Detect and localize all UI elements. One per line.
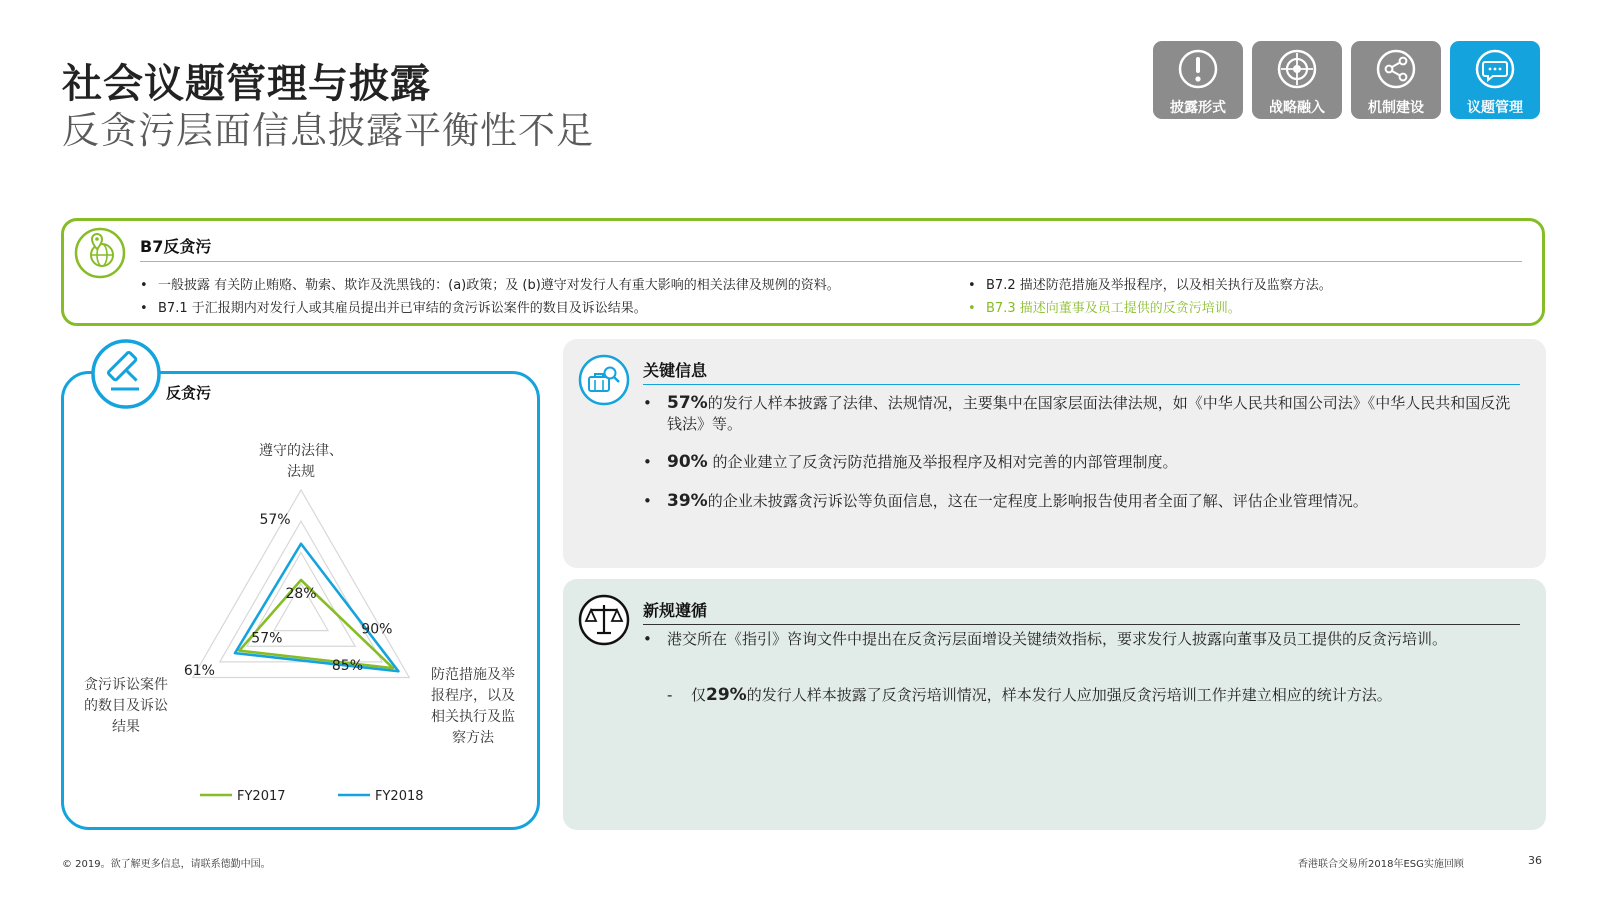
- highlight-figure: 39%: [667, 491, 708, 511]
- b7-item-text: 描述防范措施及举报程序，以及相关执行及监察方法。: [1015, 278, 1332, 293]
- key-info-bullet: • 90% 的企业建立了反贪污防范措施及举报程序及相对完善的内部管理制度。: [643, 452, 1178, 472]
- tab-mechanism[interactable]: [1351, 41, 1441, 119]
- axis-label: 相关执行及监: [431, 709, 515, 725]
- bullet-text: 港交所在《指引》咨询文件中提出在反贪污层面增设关键绩效指标，要求发行人披露向董事及员工提供的反贪污培训。: [667, 630, 1448, 648]
- b7-item-b7-3: • B7.3 描述向董事及员工提供的反贪污培训。: [968, 301, 1241, 316]
- divider: [643, 624, 1520, 625]
- b7-item-label: B7.2: [986, 278, 1016, 293]
- axis-label: 结果: [112, 719, 140, 735]
- page-title: 社会议题管理与披露: [62, 61, 431, 107]
- regulation-bullet: • 港交所在《指引》咨询文件中提出在反贪污层面增设关键绩效指标，要求发行人披露向董事及员工提供的反贪污培训。: [643, 630, 1448, 648]
- gavel-icon: [89, 337, 163, 411]
- scale-icon: [577, 593, 631, 647]
- highlight-figure: 57%: [667, 393, 708, 413]
- b7-item-general: • 一般披露 有关防止贿赂、勒索、欺诈及洗黑钱的：(a)政策；及 (b)遵守对发行人有重大影响的相关法律及规例的资料。: [140, 278, 840, 293]
- footer-report-name: 香港联合交易所2018年ESG实施回顾: [1298, 859, 1464, 870]
- b7-item-text: 描述向董事及员工提供的反贪污培训。: [1015, 301, 1241, 316]
- bullet-text: 的企业未披露贪污诉讼等负面信息，这在一定程度上影响报告使用者全面了解、评估企业管理情况。: [707, 492, 1368, 510]
- chart-title: 反贪污: [166, 384, 212, 402]
- target-icon: [1275, 47, 1319, 91]
- data-label: 61%: [183, 663, 215, 680]
- tab-label: 战略融入: [1269, 100, 1325, 116]
- chart-panel: [61, 371, 540, 830]
- data-label: 90%: [361, 621, 393, 638]
- page-subtitle: 反贪污层面信息披露平衡性不足: [62, 109, 594, 152]
- key-info-panel: [563, 339, 1546, 568]
- exclamation-icon: [1176, 47, 1220, 91]
- tab-strategy[interactable]: [1252, 41, 1342, 119]
- tab-issue-management[interactable]: [1450, 41, 1540, 119]
- page-number: 36: [1528, 854, 1542, 867]
- data-label: 28%: [285, 586, 317, 602]
- briefcase-search-icon: [577, 353, 631, 407]
- data-label: 57%: [251, 630, 283, 647]
- tab-disclosure-form[interactable]: [1153, 41, 1243, 119]
- data-label: 57%: [259, 511, 291, 528]
- legend-label: FY2017: [237, 789, 286, 804]
- axis-label: 察方法: [452, 730, 494, 746]
- axis-label: 报程序，以及: [431, 688, 515, 704]
- axis-label: 防范措施及举: [431, 667, 515, 683]
- key-info-bullet: • 39%的企业未披露贪污诉讼等负面信息，这在一定程度上影响报告使用者全面了解、评估企业管理情况。: [643, 491, 1368, 511]
- tab-label: 议题管理: [1467, 100, 1523, 116]
- footer-copyright: © 2019。欲了解更多信息，请联系德勤中国。: [62, 859, 271, 870]
- divider: [643, 384, 1520, 385]
- key-info-bullet: • 57%的发行人样本披露了法律、法规情况，主要集中在国家层面法律法规，如《中华人民共和国公司法》《中华人民共和国反洗钱法》等。: [643, 393, 1511, 433]
- b7-item-b7-2: • B7.2 描述防范措施及举报程序，以及相关执行及监察方法。: [968, 278, 1332, 293]
- data-label: 85%: [331, 658, 364, 675]
- highlight-figure: 29%: [706, 685, 747, 705]
- section-nav: [1153, 41, 1540, 119]
- axis-label: 法规: [287, 464, 315, 480]
- legend-label: FY2018: [375, 789, 424, 804]
- regulation-title: 新规遵循: [643, 601, 708, 620]
- b7-item-text: 有关防止贿赂、勒索、欺诈及洗黑钱的：(a)政策；及 (b)遵守对发行人有重大影响的相关法律及规例的资料。: [210, 278, 840, 293]
- b7-item-label: 一般披露: [158, 278, 211, 293]
- axis-label: 遵守的法律、: [259, 443, 343, 459]
- regulation-panel: [563, 579, 1546, 830]
- b7-item-b7-1: • B7.1 于汇报期内对发行人或其雇员提出并已审结的贪污诉讼案件的数目及诉讼结果。: [140, 301, 647, 316]
- b7-title: B7反贪污: [140, 237, 212, 256]
- globe-icon: [74, 227, 126, 279]
- sub-bullet-prefix: 仅: [691, 686, 707, 704]
- tab-label: 披露形式: [1170, 100, 1226, 116]
- b7-requirements-box: [61, 218, 1545, 326]
- b7-item-text: 于汇报期内对发行人或其雇员提出并已审结的贪污诉讼案件的数目及诉讼结果。: [187, 301, 647, 316]
- sub-bullet-text: 的发行人样本披露了反贪污培训情况，样本发行人应加强反贪污培训工作并建立相应的统计方法。: [746, 686, 1392, 704]
- share-icon: [1374, 47, 1418, 91]
- highlight-figure: 90%: [667, 452, 708, 472]
- chat-bubble-icon: [1473, 47, 1517, 91]
- bullet-text: 的发行人样本披露了法律、法规情况，主要集中在国家层面法律法规，如《中华人民共和国公司法》《中华人民共和国反洗钱法》等。: [667, 394, 1511, 433]
- key-info-title: 关键信息: [643, 361, 708, 380]
- b7-item-label: B7.3: [986, 301, 1016, 316]
- divider: [140, 261, 1522, 262]
- tab-label: 机制建设: [1368, 100, 1424, 116]
- axis-label: 的数目及诉讼: [84, 698, 168, 714]
- regulation-sub-bullet: - 仅29%的发行人样本披露了反贪污培训情况，样本发行人应加强反贪污培训工作并建立相应的统计方法。: [667, 685, 1392, 705]
- axis-label: 贪污诉讼案件: [84, 677, 168, 693]
- b7-item-label: B7.1: [158, 301, 188, 316]
- bullet-text: 的企业建立了反贪污防范措施及举报程序及相对完善的内部管理制度。: [707, 453, 1178, 471]
